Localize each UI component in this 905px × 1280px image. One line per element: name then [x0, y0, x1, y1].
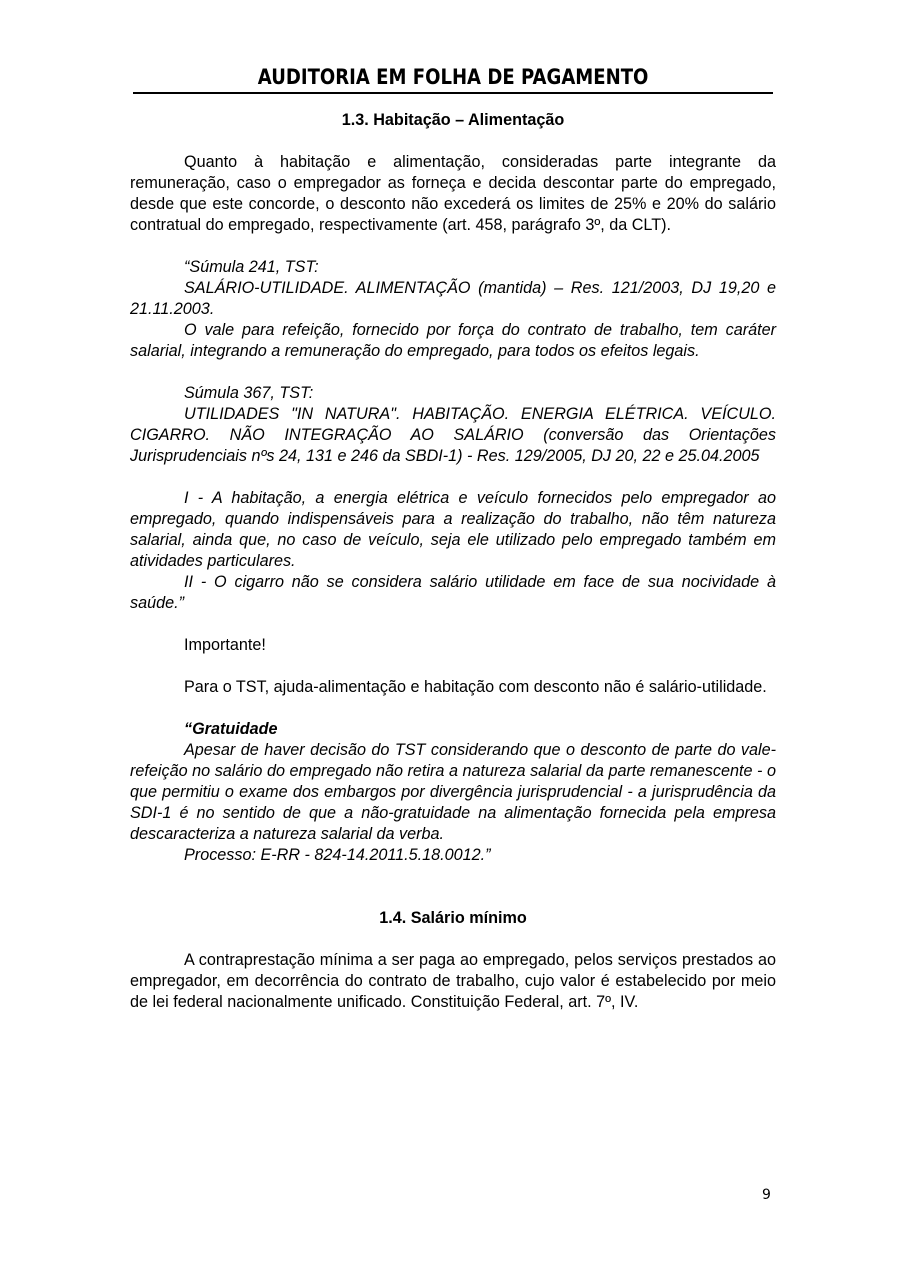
page-header: [133, 60, 773, 94]
gratuidade-text: Apesar de haver decisão do TST considerando que o desconto de parte do vale-refeição no salário do empregado não retira a natureza salarial da parte remanescente - o que permitiu o exame dos embargos por divergência jurisprudencial - a jurisprudência da SDI-1 é no sentido de que a não-gratuidade na alimentação fornecida pela empresa descaracteriza a natureza salarial da verba.: [130, 741, 776, 843]
sumula-367-item-1: I - A habitação, a energia elétrica e veículo fornecidos pelo empregador ao empregado, quando indispensáveis para a realização do trabalho, não têm natureza salarial, ainda que, no caso de veículo, seja ele utilizado pelo empregado também em atividades particulares.: [130, 489, 776, 570]
sumula-367-title: UTILIDADES "IN NATURA". HABITAÇÃO. ENERGIA ELÉTRICA. VEÍCULO. CIGARRO. NÃO INTEGRAÇÃO AO SALÁRIO (conversão das Orientações Jurisprudenciais nºs 24, 131 e 246 da SBDI-1) - Res. 129/2005, DJ 20, 22 e 25.04.2005: [130, 405, 776, 465]
importante-note: Importante!: [184, 636, 266, 654]
processo-reference: Processo: E-RR - 824-14.2011.5.18.0012.”: [184, 846, 491, 864]
header-title: AUDITORIA EM FOLHA DE PAGAMENTO: [257, 65, 649, 89]
sumula-367-item-2: II - O cigarro não se considera salário utilidade em face de sua nocividade à saúde.”: [130, 573, 776, 612]
section-title-1-3: 1.3. Habitação – Alimentação: [341, 111, 565, 129]
intro-paragraph: Quanto à habitação e alimentação, consideradas parte integrante da remuneração, caso o empregador as forneça e decida descontar parte do empregado, desde que este concorde, o desconto não excederá os limites de 25% e 20% do salário contratual do empregado, respectivamente (art. 458, parágrafo 3º, da CLT).: [130, 153, 776, 234]
document-body: [130, 110, 776, 1013]
salario-minimo-paragraph: A contraprestação mínima a ser paga ao empregado, pelos serviços prestados ao empregador, em decorrência do contrato de trabalho, cujo valor é estabelecido por meio de lei federal nacionalmente unificado. Constituição Federal, art. 7º, IV.: [130, 951, 776, 1011]
gratuidade-heading: “Gratuidade: [184, 720, 278, 738]
sumula-241-text: O vale para refeição, fornecido por força do contrato de trabalho, tem caráter salarial, integrando a remuneração do empregado, para todos os efeitos legais.: [130, 321, 776, 360]
tst-note: Para o TST, ajuda-alimentação e habitação com desconto não é salário-utilidade.: [184, 678, 767, 696]
page-number: 9: [762, 1187, 771, 1203]
section-title-1-4: 1.4. Salário mínimo: [379, 909, 527, 927]
sumula-367-heading: Súmula 367, TST:: [184, 384, 314, 402]
sumula-241-title: SALÁRIO-UTILIDADE. ALIMENTAÇÃO (mantida) – Res. 121/2003, DJ 19,20 e 21.11.2003.: [130, 279, 776, 318]
sumula-241-heading: “Súmula 241, TST:: [184, 258, 319, 276]
